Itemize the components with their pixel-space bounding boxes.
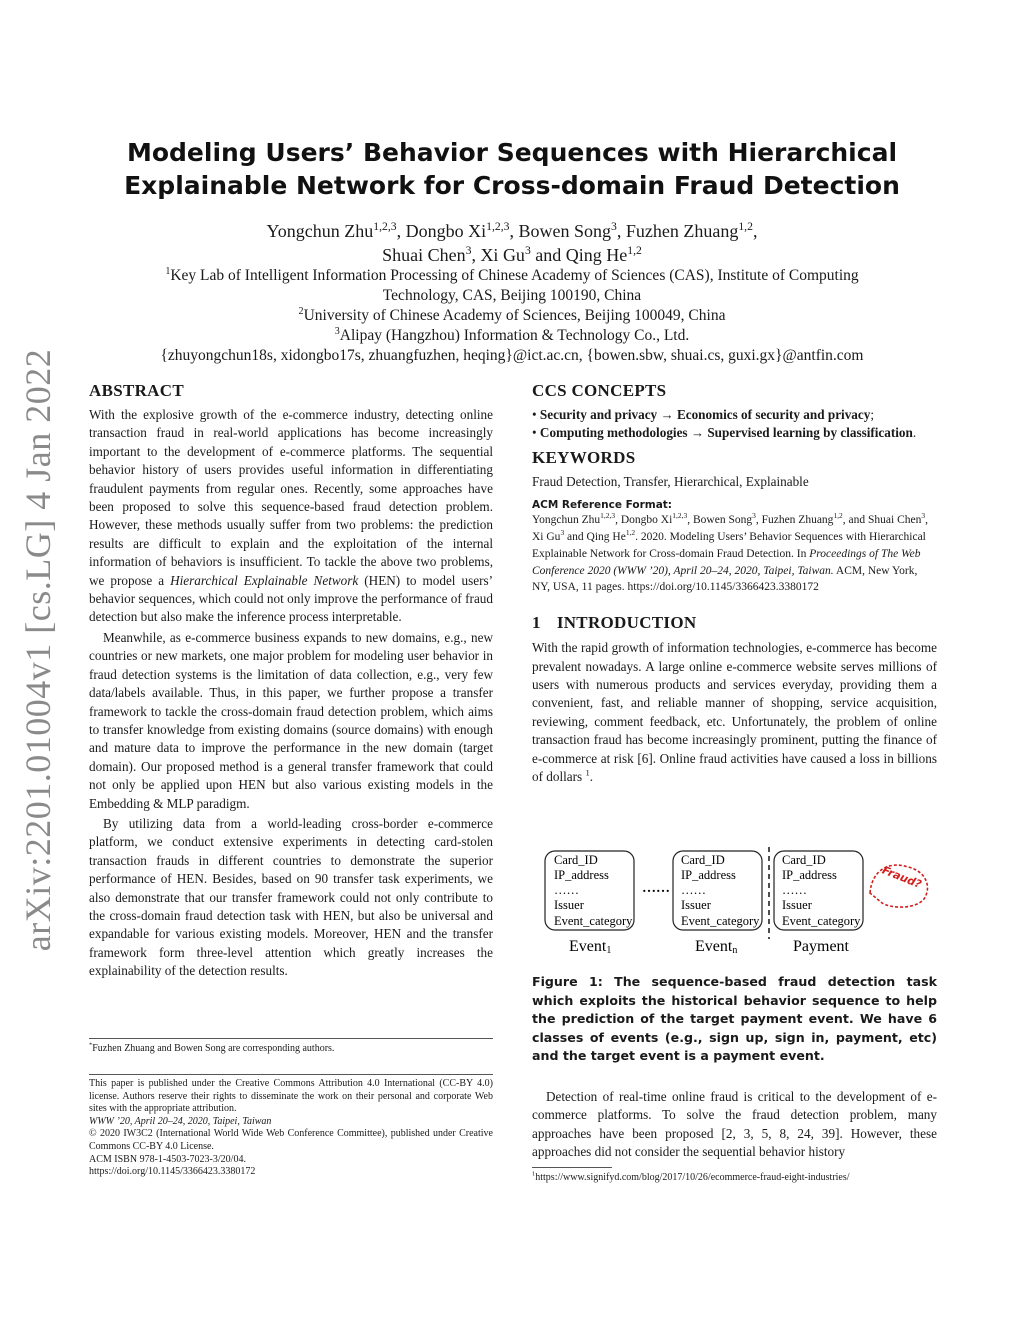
corresponding-footnote: *Fuzhen Zhuang and Bowen Song are corresponding authors. <box>89 1041 335 1054</box>
right-column <box>532 380 937 786</box>
footnote-rule <box>89 1038 493 1039</box>
field-label: …… <box>681 883 706 897</box>
field-label: Event_category <box>554 914 633 928</box>
author-affiliation-sup: 3 <box>465 244 472 257</box>
author-list <box>100 219 924 267</box>
isbn-text: ACM ISBN 978-1-4503-7023-3/20/04. <box>89 1153 246 1165</box>
arxiv-stamp-text: arXiv:2201.01004v1 [cs.LG] 4 Jan 2022 <box>18 348 59 952</box>
abstract-paragraph: Meanwhile, as e-commerce business expands to new domains, e.g., new countries or new markets, one major problem for modeling user behavior in fraud detection systems is the limitation of data collection, e.g., very few data/labels available. Thus, in this paper, we further propose a transfer framework to tackle the cross-domain fraud detection problem, which aims to transfer knowledge from existing domains (source domains) with enough and mature data to improve the performance in the new domain (target domain). Our proposed method is a general transfer framework that could not only be applied upon HEN but also various existing models in the Embedding & MLP paradigm. <box>89 629 493 811</box>
intro-heading: 1 INTRODUCTION <box>532 613 697 633</box>
acm-ref-label: ACM Reference Format: <box>532 499 672 512</box>
abstract-heading: ABSTRACT <box>89 381 184 400</box>
author-affiliation-sup: 1,2 <box>627 244 642 257</box>
keywords-text: Fraud Detection, Transfer, Hierarchical, Explainable <box>532 473 809 489</box>
footnote-area <box>89 1038 493 1056</box>
author-name: Qing He <box>565 245 628 265</box>
field-label: …… <box>782 883 807 897</box>
author-separator: , <box>752 221 758 241</box>
author-emails: {zhuyongchun18s, xidongbo17s, zhuangfuzhen, heqing}@ict.ac.cn, {bowen.sbw, shuai.cs, guxi.gx}@antfin.com <box>160 347 864 364</box>
affiliation-sup: 1 <box>165 265 171 277</box>
field-label: Card_ID <box>782 853 826 867</box>
venue-text: WWW ’20, April 20–24, 2020, Taipei, Taiwan <box>89 1115 272 1127</box>
abstract-paragraph: With the explosive growth of the e-commerce industry, detecting online transaction fraud in real-world applications has become increasingly important to the development of e-commerce platforms. The sequential behavior history of users provides useful information in differentiating fraudulent payments from regular ones. Recently, some approaches have been proposed to solve this sequence-based fraud detection problem. However, these methods usually suffer from two problems: the prediction results are difficult to explain and the exploitation of the internal information of behaviors is insufficient. To tackle the above two problems, we propose a Hierarchical Explainable Network (HEN) to model users’ behavior sequences, which could not only improve the performance of fraud detection but also make the inference process interpretable. <box>89 407 493 625</box>
intro-continuation <box>532 1088 937 1162</box>
author-affiliation-sup: 1,2,3 <box>373 220 397 233</box>
affiliation-1: Key Lab of Intelligent Information Processing of Chinese Academy of Sciences (CAS), Institute of Computing <box>170 267 859 284</box>
field-label: Issuer <box>681 898 711 912</box>
field-label: IP_address <box>554 868 609 882</box>
payment-box <box>774 851 863 930</box>
left-column <box>89 380 493 981</box>
field-label: …… <box>554 883 579 897</box>
field-label: Card_ID <box>681 853 725 867</box>
affiliation-3: Alipay (Hangzhou) Information & Technology Co., Ltd. <box>339 327 690 344</box>
footnote-url[interactable]: $^1$https://www.signifyd.com/blog/2017/10/26/ecommerce-fraud-eight-industries/ <box>532 1170 850 1183</box>
author-separator: and <box>530 245 566 265</box>
intro-paragraph: With the rapid growth of information technologies, e-commerce has become prevalent nowadays. A large online e-commerce website serves millions of users with numerous products and services everyday, providing them a convenient, fast, and reliable manner of shopping, service acquisition, reviewing, comment feedback, etc. Unfortunately, the problem of online transaction fraud has become increasingly prominent, putting the finance of e-commerce at risk [6]. Online fraud activities have caused a loss in billions of dollars $^1$. <box>532 640 937 785</box>
figure-1-caption-block <box>532 973 937 1066</box>
affiliation-1-cont: Technology, CAS, Beijing 100190, China <box>382 287 642 304</box>
figure-1-caption: Figure 1: The sequence-based fraud detection task which exploits the historical behavior sequence to help the prediction of the target payment event. We have 6 classes of events (e.g., sign up, sign in, payment, etc) and the target event is a payment event. <box>532 974 937 1064</box>
abstract-paragraph: By utilizing data from a world-leading cross-border e-commerce platform, we conduct extensive experiments in detecting card-stolen transaction frauds in different countries to demonstrate the superior performance of HEN. Besides, based on 90 transfer task experiments, we also demonstrate that our transfer framework could not only contribute to the cross-domain fraud detection task with HEN, but also be universal and expandable for various existing models. Moreover, HEN and the transfer framework form three-level attention which greatly increases the explainability of the detection results. <box>89 815 493 979</box>
license-block <box>89 1074 493 1179</box>
author-affiliation-sup: 3 <box>524 244 531 257</box>
author-affiliation-sup: 1,2 <box>738 220 753 233</box>
field-label: Card_ID <box>554 853 598 867</box>
footnote-rule <box>532 1167 612 1168</box>
event-box <box>673 851 762 930</box>
author-name: Fuzhen Zhuang <box>625 221 739 241</box>
field-label: Issuer <box>782 898 812 912</box>
fraud-question-label: Fraud? <box>880 863 924 892</box>
field-label: Issuer <box>554 898 584 912</box>
ccs-concept: • Computing methodologies → Supervised learning by classification. <box>532 425 917 441</box>
doi-link[interactable]: https://doi.org/10.1145/3366423.3380172 <box>89 1166 256 1178</box>
author-name: Shuai Chen <box>382 245 466 265</box>
author-name: Dongbo Xi <box>405 221 487 241</box>
author-separator: , <box>509 221 519 241</box>
copyright-text: © 2020 IW3C2 (International World Wide Web Conference Committee), published under Creative Commons CC-BY 4.0 License. <box>89 1128 493 1152</box>
author-affiliation-sup: 3 <box>611 220 617 233</box>
intro-paragraph: Detection of real-time online fraud is critical to the development of e-commerce platforms. To solve the fraud detection problem, many approaches have been proposed [2, 3, 5, 8, 24, 39]. However, these approaches did not consider the sequential behavior history <box>532 1089 937 1160</box>
figure-1-diagram <box>538 847 938 957</box>
event-label: Eventn <box>695 938 738 956</box>
author-name: Xi Gu <box>480 245 525 265</box>
affiliation-sup: 2 <box>298 305 304 317</box>
keywords-heading: KEYWORDS <box>532 447 636 467</box>
url-footnote <box>532 1167 937 1185</box>
author-separator: , <box>471 245 481 265</box>
author-separator: , <box>396 221 406 241</box>
title-line-1: Modeling Users’ Behavior Sequences with Hierarchical <box>126 138 898 167</box>
ccs-concept: • Security and privacy → Economics of security and privacy; <box>532 407 875 422</box>
author-affiliation-sup: 1,2,3 <box>486 220 510 233</box>
field-label: Event_category <box>782 914 861 928</box>
author-name: Bowen Song <box>518 221 611 241</box>
affiliations <box>100 266 924 366</box>
event-box <box>545 851 634 930</box>
event-label: Event1 <box>569 938 612 956</box>
affiliation-2: University of Chinese Academy of Sciences, Beijing 100049, China <box>303 307 726 324</box>
paper-title <box>100 136 924 202</box>
author-name: Yongchun Zhu <box>266 221 374 241</box>
payment-label: Payment <box>793 938 849 955</box>
field-label: Event_category <box>681 914 760 928</box>
arxiv-stamp <box>10 348 66 952</box>
ccs-heading: CCS CONCEPTS <box>532 381 667 400</box>
title-line-2: Explainable Network for Cross-domain Fraud Detection <box>124 171 900 200</box>
fraud-question-bubble <box>870 864 927 907</box>
license-text: This paper is published under the Creative Commons Attribution 4.0 International (CC-BY 4.0) license. Authors reserve their rights to disseminate the work on their personal and corporate Web sites with the appropriate attribution. <box>89 1078 493 1115</box>
field-label: IP_address <box>782 868 837 882</box>
affiliation-sup: 3 <box>334 325 340 337</box>
field-label: IP_address <box>681 868 736 882</box>
acm-ref-text: Yongchun Zhu$^{1,2,3}$, Dongbo Xi$^{1,2,3}$, Bowen Song$^3$, Fuzhen Zhuang$^{1,2}$, and Shuai Chen$^3$, Xi Gu$^3$ and Qing He$^{1,2}$. 2020. Modeling Users’ Behavior Sequences with Hierarchical Explainable Network for Cross-domain Fraud Detection. In Proceedings of The Web Conference 2020 (WWW ’20), April 20–24, 2020, Taipei, Taiwan. ACM, New York, NY, USA, 11 pages. https://doi.org/10.1145/3366423.3380172 <box>532 511 928 594</box>
sequence-ellipsis: …… <box>642 881 670 896</box>
license-rule <box>89 1074 493 1075</box>
author-separator: , <box>616 221 626 241</box>
